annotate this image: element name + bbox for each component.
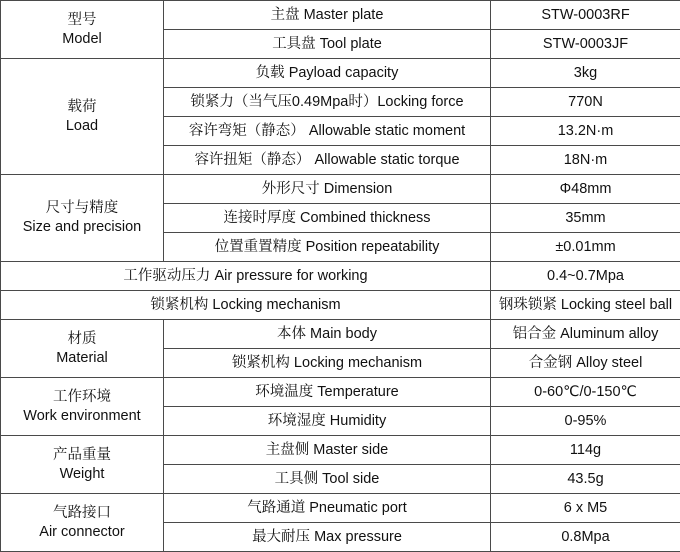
value-cell: ±0.01mm	[491, 233, 680, 262]
category-label-en: Load	[65, 117, 99, 134]
item-cell: 容许弯矩（静态） Allowable static moment	[164, 117, 491, 146]
value-cell: Φ48mm	[491, 175, 680, 204]
value-cell: 43.5g	[491, 465, 680, 494]
value-cell: 0-60℃/0-150℃	[491, 378, 680, 407]
item-cell: 工具盘 Tool plate	[164, 30, 491, 59]
category-cell	[1, 1, 164, 59]
table-row	[1, 494, 680, 523]
value-cell: STW-0003JF	[491, 30, 680, 59]
table-row	[1, 436, 680, 465]
value-cell: STW-0003RF	[491, 1, 680, 30]
category-label-zh: 工作环境	[53, 388, 111, 405]
value-cell: 35mm	[491, 204, 680, 233]
category-label-en: Air connector	[39, 523, 125, 540]
value-cell: 铝合金 Aluminum alloy	[491, 320, 680, 349]
category-label-zh: 载荷	[67, 98, 97, 115]
table-row	[1, 59, 680, 88]
merged-label-cell: 工作驱动压力 Air pressure for working	[1, 262, 491, 291]
merged-label-cell: 锁紧机构 Locking mechanism	[1, 291, 491, 320]
category-label-en: Model	[62, 30, 102, 47]
category-label-zh: 材质	[67, 330, 97, 347]
value-cell: 0-95%	[491, 407, 680, 436]
value-cell: 钢珠锁紧 Locking steel ball	[491, 291, 680, 320]
category-label-en: Work environment	[23, 407, 141, 424]
category-cell	[1, 175, 164, 262]
value-cell: 3kg	[491, 59, 680, 88]
item-cell: 工具侧 Tool side	[164, 465, 491, 494]
item-cell: 环境湿度 Humidity	[164, 407, 491, 436]
category-label-zh: 型号	[67, 11, 97, 28]
category-label-zh: 产品重量	[53, 446, 111, 463]
category-label-en: Weight	[59, 465, 105, 482]
category-label-en: Size and precision	[22, 219, 142, 235]
item-cell: 负载 Payload capacity	[164, 59, 491, 88]
item-cell: 主盘侧 Master side	[164, 436, 491, 465]
table-row	[1, 378, 680, 407]
category-cell	[1, 494, 164, 552]
value-cell: 114g	[491, 436, 680, 465]
category-cell	[1, 320, 164, 378]
category-cell	[1, 436, 164, 494]
category-cell	[1, 59, 164, 175]
category-label-zh: 气路接口	[53, 504, 111, 521]
item-cell: 气路通道 Pneumatic port	[164, 494, 491, 523]
item-cell: 容许扭矩（静态） Allowable static torque	[164, 146, 491, 175]
table-row	[1, 262, 680, 291]
item-cell: 外形尺寸 Dimension	[164, 175, 491, 204]
item-cell: 连接时厚度 Combined thickness	[164, 204, 491, 233]
category-label-en: Material	[56, 349, 108, 366]
item-cell: 锁紧力（当气压0.49Mpa时）Locking force	[164, 88, 491, 117]
item-cell: 主盘 Master plate	[164, 1, 491, 30]
value-cell: 770N	[491, 88, 680, 117]
value-cell: 13.2N·m	[491, 117, 680, 146]
value-cell: 18N·m	[491, 146, 680, 175]
table-row	[1, 320, 680, 349]
value-cell: 0.8Mpa	[491, 523, 680, 552]
table-row	[1, 291, 680, 320]
value-cell: 合金钢 Alloy steel	[491, 349, 680, 378]
item-cell: 本体 Main body	[164, 320, 491, 349]
category-label-zh: 尺寸与精度	[45, 200, 119, 216]
item-cell: 位置重置精度 Position repeatability	[164, 233, 491, 262]
table-row	[1, 175, 680, 204]
table-row	[1, 1, 680, 30]
item-cell: 锁紧机构 Locking mechanism	[164, 349, 491, 378]
item-cell: 环境温度 Temperature	[164, 378, 491, 407]
category-cell	[1, 378, 164, 436]
value-cell: 6 x M5	[491, 494, 680, 523]
value-cell: 0.4~0.7Mpa	[491, 262, 680, 291]
item-cell: 最大耐压 Max pressure	[164, 523, 491, 552]
